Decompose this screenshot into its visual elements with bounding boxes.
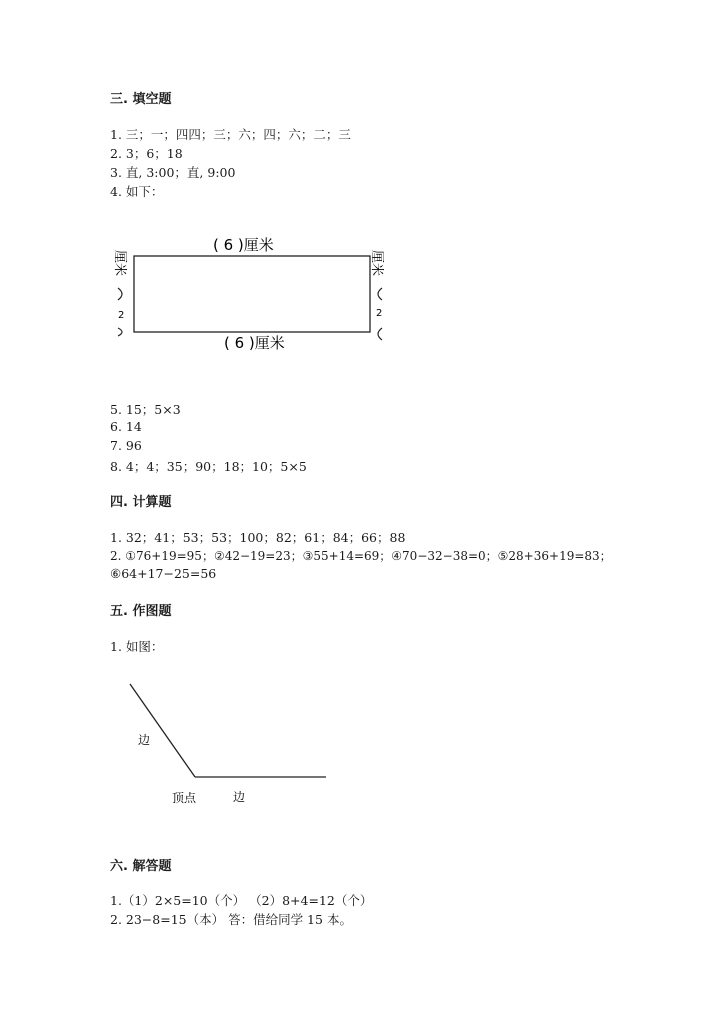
answer-line: 2. ①76+19=95；②42−19=23；③55+14=69；④70−32−38=0；⑤28+36+19=83； <box>110 549 612 563</box>
rectangle-figure <box>100 228 400 358</box>
section-title-calc: 四. 计算题 <box>110 495 172 510</box>
section-title-answer: 六. 解答题 <box>110 859 172 874</box>
rect-left-unit: 厘米 <box>112 250 127 277</box>
rect-top-label: ( 6 )厘米 <box>213 236 274 254</box>
rect-left-value: 2 <box>118 310 125 321</box>
answer-line: 1. 如图： <box>110 639 164 654</box>
vertex-label: 顶点 <box>172 791 197 805</box>
angle-side-1 <box>130 684 195 777</box>
answer-line: 1.（1）2×5=10（个） （2）8+4=12（个） <box>110 893 373 908</box>
answer-line: 1. 三；一；四四；三；六；四；六；二；三 <box>110 127 351 142</box>
answer-line: 4. 如下： <box>110 184 164 199</box>
answer-line: 7. 96 <box>110 438 142 453</box>
section-title-draw: 五. 作图题 <box>110 604 172 619</box>
rect-right-unit: 厘米 <box>369 250 384 277</box>
answer-line: 1. 32；41；53；53；100；82；61；84；66；88 <box>110 530 406 545</box>
rect-bottom-label: ( 6 )厘米 <box>224 334 285 352</box>
answer-line: 5. 15；5×3 <box>110 402 181 417</box>
rect-left-label <box>112 250 128 336</box>
side-label-2: 边 <box>233 790 246 804</box>
rect-right-label <box>369 250 385 340</box>
rect-right-value: 2 <box>376 308 383 319</box>
section-title-fill: 三. 填空题 <box>110 92 172 107</box>
answer-line: 2. 3；6；18 <box>110 146 183 161</box>
answer-line: 3. 直, 3:00；直, 9:00 <box>110 165 236 180</box>
side-label-1: 边 <box>138 733 151 747</box>
answer-line: 8. 4；4；35；90；18；10；5×5 <box>110 459 307 474</box>
answer-line: 2. 23−8=15（本） 答：借给同学 15 本。 <box>110 912 352 927</box>
rectangle-shape <box>134 256 370 332</box>
answer-line: 6. 14 <box>110 419 142 434</box>
answer-line: ⑥64+17−25=56 <box>110 566 217 581</box>
angle-figure <box>100 670 340 815</box>
